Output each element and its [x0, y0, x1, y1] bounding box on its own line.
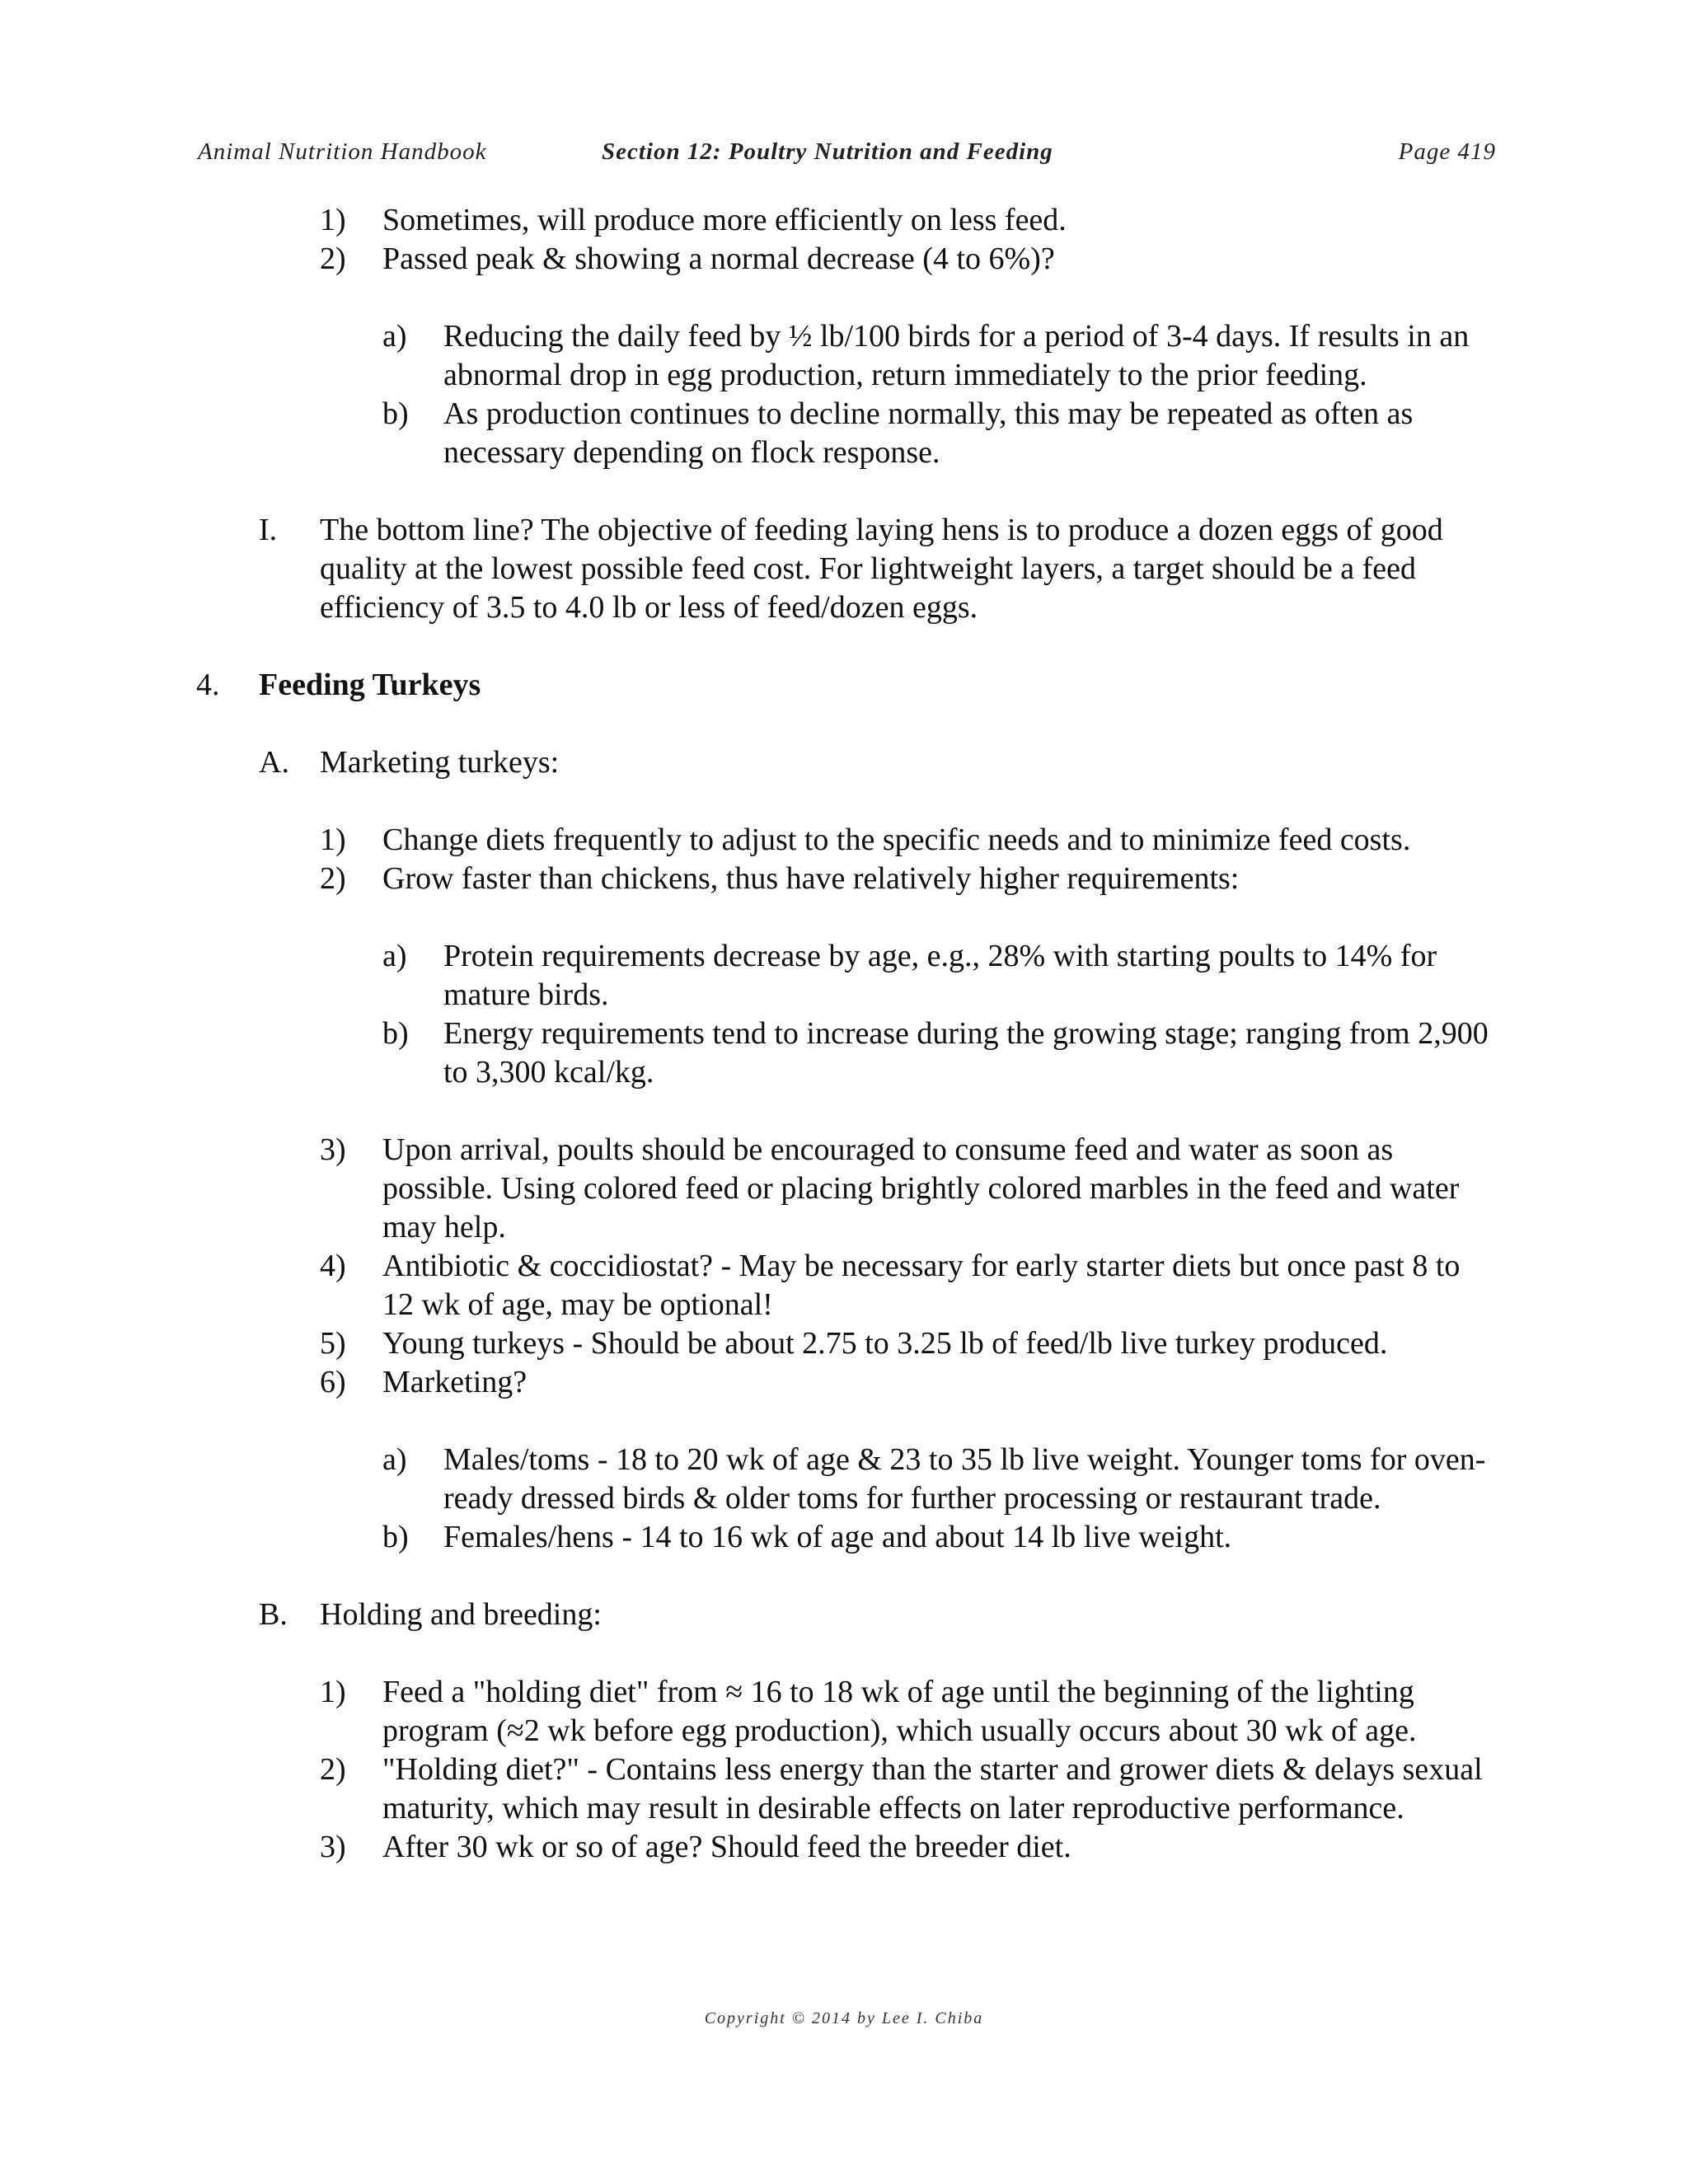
outline-item-i — [0, 511, 1688, 627]
subsection-heading-b — [0, 1596, 1688, 1634]
list-marker: b) — [382, 396, 409, 431]
section-heading — [0, 666, 1688, 705]
list-text: Energy requirements tend to increase during the growing stage; ranging from 2,900 to 3,300 kcal/kg. — [443, 1016, 1489, 1090]
header-book-title: Animal Nutrition Handbook — [198, 138, 487, 165]
list-text: As production continues to decline normally, this may be repeated as often as necessary depending on flock response. — [443, 396, 1414, 470]
list-item — [0, 1324, 1688, 1363]
header-section-title: Section 12: Poultry Nutrition and Feeding — [602, 138, 1053, 165]
list-text: Females/hens - 14 to 16 wk of age and about 14 lb live weight. — [443, 1520, 1232, 1554]
list-marker: 1) — [320, 1675, 346, 1709]
section-number: 4. — [196, 668, 220, 702]
list-marker: 3) — [320, 1830, 346, 1864]
list-text: The bottom line? The objective of feeding laying hens is to produce a dozen eggs of good quality at the lowest possible feed cost. For lightweight layers, a target should be a feed efficiency of 3.5 to 4.0 lb or less of feed/dozen eggs. — [320, 513, 1443, 625]
header-page-number: Page 419 — [1398, 138, 1496, 165]
list-text: Sometimes, will produce more efficiently on less feed. — [382, 203, 1067, 237]
subsection-title: Holding and breeding: — [320, 1597, 602, 1632]
list-marker: 3) — [320, 1132, 346, 1167]
list-text: Marketing? — [382, 1365, 528, 1399]
list-marker: b) — [382, 1016, 409, 1051]
list-marker: 2) — [320, 241, 346, 276]
list-item — [0, 1363, 1688, 1402]
list-marker: b) — [382, 1520, 409, 1554]
sub-list-item — [0, 395, 1688, 472]
list-marker: a) — [382, 319, 407, 354]
page-header — [198, 138, 1496, 175]
list-item — [0, 1673, 1688, 1750]
list-text: Passed peak & showing a normal decrease (4 to 6%)? — [382, 241, 1055, 276]
sub-list-item — [0, 1015, 1688, 1092]
list-text: Reducing the daily feed by ½ lb/100 birds for a period of 3-4 days. If results in an abnormal drop in egg production, return immediately to the prior feeding. — [443, 319, 1470, 392]
list-marker: 1) — [320, 823, 346, 857]
list-item — [0, 821, 1688, 860]
list-marker: 2) — [320, 861, 346, 896]
list-text: Young turkeys - Should be about 2.75 to 3.25 lb of feed/lb live turkey produced. — [382, 1326, 1388, 1361]
page-content — [0, 201, 1688, 1867]
list-text: Feed a "holding diet" from ≈ 16 to 18 wk of age until the beginning of the lighting program (≈2 wk before egg production), which usually occurs about 30 wk of age. — [382, 1675, 1417, 1748]
subsection-heading-a — [0, 743, 1688, 782]
list-item — [0, 1750, 1688, 1828]
list-text: Antibiotic & coccidiostat? - May be necessary for early starter diets but once past 8 to 12 wk of age, may be optional! — [382, 1249, 1461, 1322]
list-marker: A. — [259, 745, 289, 780]
section-title: Feeding Turkeys — [259, 668, 481, 702]
list-text: Change diets frequently to adjust to the specific needs and to minimize feed costs. — [382, 823, 1411, 857]
sub-list-item — [0, 1518, 1688, 1557]
list-marker: 5) — [320, 1326, 346, 1361]
list-marker: a) — [382, 939, 407, 973]
sub-list-item — [0, 937, 1688, 1015]
list-item — [0, 1247, 1688, 1324]
list-marker: 2) — [320, 1752, 346, 1787]
list-marker: 4) — [320, 1249, 346, 1283]
list-marker: a) — [382, 1442, 407, 1477]
list-marker: I. — [259, 513, 278, 547]
list-marker: 6) — [320, 1365, 346, 1399]
list-marker: B. — [259, 1597, 288, 1632]
list-item — [0, 1131, 1688, 1247]
list-text: After 30 wk or so of age? Should feed the breeder diet. — [382, 1830, 1071, 1864]
list-text: "Holding diet?" - Contains less energy than the starter and grower diets & delays sexual maturity, which may result in desirable effects on later reproductive performance. — [382, 1752, 1483, 1825]
list-text: Upon arrival, poults should be encouraged to consume feed and water as soon as possible. Using colored feed or placing brightly colored marbles in the feed and water may help. — [382, 1132, 1460, 1244]
list-item — [0, 240, 1688, 279]
list-item — [0, 201, 1688, 240]
sub-list-item — [0, 317, 1688, 395]
list-marker: 1) — [320, 203, 346, 237]
list-item — [0, 1828, 1688, 1867]
list-text: Males/toms - 18 to 20 wk of age & 23 to 35 lb live weight. Younger toms for oven-ready dressed birds & older toms for further processing or restaurant trade. — [443, 1442, 1486, 1516]
list-text: Grow faster than chickens, thus have relatively higher requirements: — [382, 861, 1240, 896]
list-item — [0, 860, 1688, 898]
list-text: Protein requirements decrease by age, e.g., 28% with starting poults to 14% for mature birds. — [443, 939, 1437, 1012]
sub-list-item — [0, 1441, 1688, 1518]
page-footer — [0, 2009, 1688, 2028]
copyright-notice: Copyright © 2014 by Lee I. Chiba — [704, 2009, 984, 2027]
subsection-title: Marketing turkeys: — [320, 745, 560, 780]
